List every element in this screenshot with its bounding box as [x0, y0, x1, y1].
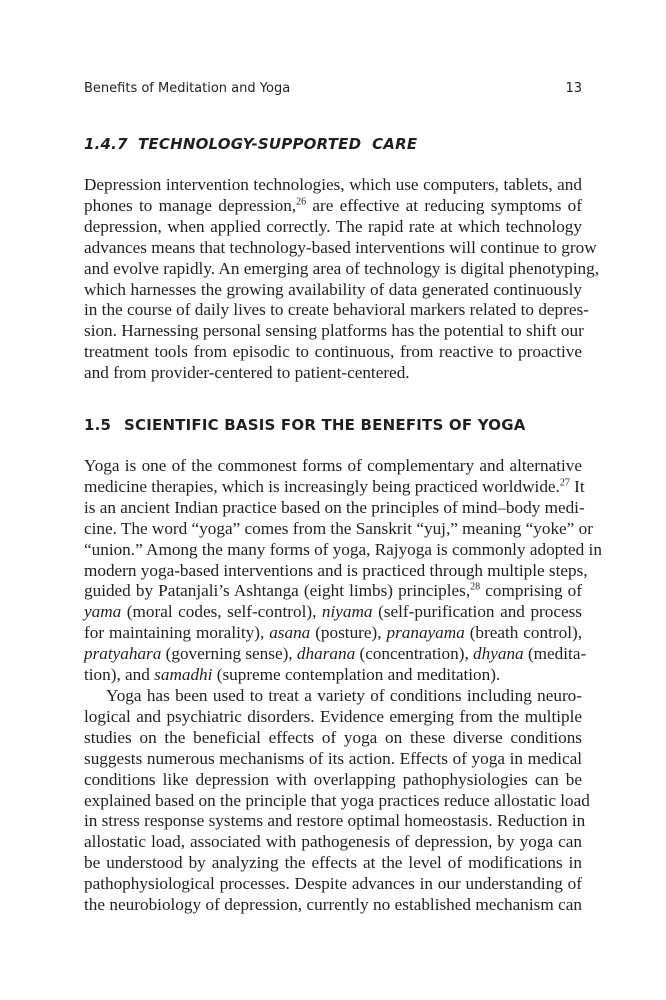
text-line: logical and psychiatric disorders. Evidence emerging from the multiple	[84, 706, 582, 726]
paragraph-yoga-intro	[84, 456, 602, 686]
text-line: cine. The word “yoga” comes from the Sanskrit “yuj,” meaning “yoke” or	[84, 518, 593, 538]
text-line: medicine therapies, which is increasingly being practiced worldwide.$^{27}$ It	[84, 476, 585, 496]
text-line: Yoga has been used to treat a variety of conditions including neuro-	[106, 686, 582, 705]
text-line: suggests numerous mechanisms of its action. Effects of yoga in medical	[84, 748, 582, 768]
text-line: depression, when applied correctly. The rapid rate at which technology	[84, 216, 582, 236]
text-line: the neurobiology of depression, currently no established mechanism can	[84, 895, 582, 915]
section-number: 1.5	[84, 416, 112, 434]
paragraph-yoga-mechanisms	[84, 686, 590, 916]
citation-27: 27	[559, 477, 570, 489]
text-line: “union.” Among the many forms of yoga, Rajyoga is commonly adopted in	[84, 539, 602, 559]
section-heading	[84, 416, 526, 434]
text-line: yama (moral codes, self-control), niyama (self-purification and process	[84, 602, 582, 622]
text-line: explained based on the principle that yoga practices reduce allostatic load	[84, 790, 590, 810]
text-line: conditions like depression with overlapping pathophysiologies can be	[84, 769, 582, 789]
text-line: pathophysiological processes. Despite advances in our understanding of	[84, 874, 582, 894]
subsection-title: TECHNOLOGY-SUPPORTED CARE	[138, 135, 418, 153]
text-line: in stress response systems and restore optimal homeostasis. Reduction in	[84, 811, 586, 831]
text-line: Depression intervention technologies, which use computers, tablets, and	[84, 175, 582, 194]
text-line: advances means that technology-based interventions will continue to grow	[84, 237, 597, 257]
text-line: allostatic load, associated with pathogenesis of depression, by yoga can	[84, 832, 582, 852]
text-line: and from provider-centered to patient-centered.	[84, 363, 410, 383]
running-title: Benefits of Meditation and Yoga	[84, 81, 291, 96]
text-line: studies on the beneficial effects of yoga on these diverse conditions	[84, 727, 582, 747]
text-line: Yoga is one of the commonest forms of complementary and alternative	[84, 456, 582, 475]
text-line: modern yoga-based interventions and is practiced through multiple steps,	[84, 560, 588, 580]
text-line: for maintaining morality), asana (posture), pranayama (breath control),	[84, 623, 582, 643]
text-line: pratyahara (governing sense), dharana (concentration), dhyana (medita-	[84, 644, 587, 664]
text-line: is an ancient Indian practice based on the principles of mind–body medi-	[84, 497, 585, 517]
paragraph-technology	[84, 175, 600, 384]
text-line: phones to manage depression,$^{26}$ are effective at reducing symptoms of	[84, 195, 582, 215]
text-line: sion. Harnessing personal sensing platforms has the potential to shift our	[84, 321, 584, 341]
text-line: guided by Patanjali’s Ashtanga (eight limbs) principles,$^{28}$ comprising of	[84, 581, 583, 601]
subsection-heading	[84, 135, 417, 153]
text-line: be understood by analyzing the effects at the level of modifications in	[84, 853, 582, 873]
citation-28: 28	[470, 581, 481, 593]
text-line: and evolve rapidly. An emerging area of technology is digital phenotyping,	[84, 258, 600, 278]
text-line: tion), and samadhi (supreme contemplation and meditation).	[84, 665, 501, 685]
citation-26: 26	[296, 196, 307, 208]
subsection-number: 1.4.7	[84, 135, 128, 153]
text-line: which harnesses the growing availability of data generated continuously	[84, 279, 582, 299]
text-line: in the course of daily lives to create behavioral markers related to depres-	[84, 300, 589, 320]
text-line: treatment tools from episodic to continuous, from reactive to proactive	[84, 342, 582, 362]
page-number: 13	[565, 81, 582, 96]
section-title: SCIENTIFIC BASIS FOR THE BENEFITS OF YOGA	[124, 416, 526, 434]
